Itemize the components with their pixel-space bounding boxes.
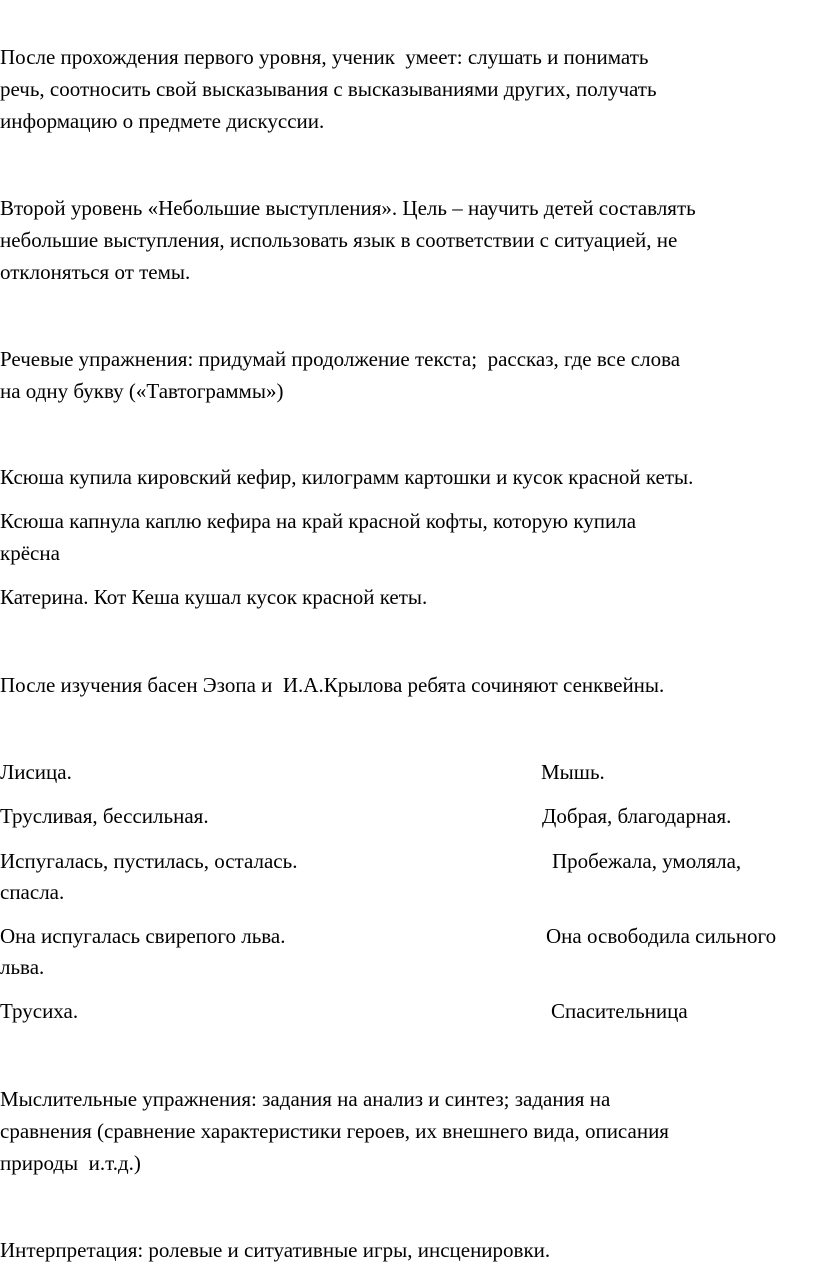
paragraph-2-line-1: Второй уровень «Небольшие выступления». Цель – научить детей составлять [0,196,696,220]
paragraph-2-line-2: небольшие выступления, использовать язык в соответствии с ситуацией, не [0,228,678,252]
paragraph-9: Интерпретация: ролевые и ситуативные игры, инсценировки. [0,1238,551,1262]
tautogram-1: Ксюша купила кировский кефир, килограмм картошки и кусок красной кеты. [0,465,694,489]
cinquain-mouse-title: Мышь. [541,760,605,784]
cinquain-mouse-sentence: Она освободила сильного [546,924,777,948]
cinquain-fox-adjectives: Трусливая, бессильная. [0,804,209,828]
tautogram-3: Катерина. Кот Кеша кушал кусок красной кеты. [0,585,428,609]
paragraph-1-line-3: информацию о предмете дискуссии. [0,109,325,133]
paragraph-8-line-2: сравнения (сравнение характеристики героев, их внешнего вида, описания [0,1119,669,1143]
cinquain-fox-sentence: Она испугалась свирепого льва. [0,924,286,948]
cinquain-mouse-sentence-wrap: льва. [0,955,45,979]
cinquain-fox-summary: Трусиха. [0,999,79,1023]
cinquain-fox-title: Лисица. [0,760,72,784]
cinquain-fox-verbs: Испугалась, пустилась, осталась. [0,849,298,873]
cinquain-intro: После изучения басен Эзопа и И.А.Крылова ребята сочиняют сенквейны. [0,673,665,697]
cinquain-mouse-adjectives: Добрая, благодарная. [542,804,732,828]
paragraph-3-line-2: на одну букву («Тавтограммы») [0,379,284,403]
cinquain-mouse-verbs-wrap: спасла. [0,880,65,904]
paragraph-2-line-3: отклоняться от темы. [0,260,191,284]
paragraph-3-line-1: Речевые упражнения: придумай продолжение текста; рассказ, где все слова [0,347,681,371]
paragraph-1-line-2: речь, соотносить свой высказывания с высказываниями других, получать [0,77,657,101]
tautogram-2-line-1: Ксюша капнула каплю кефира на край красной кофты, которую купила [0,509,637,533]
paragraph-8-line-3: природы и.т.д.) [0,1151,141,1175]
paragraph-8-line-1: Мыслительные упражнения: задания на анализ и синтез; задания на [0,1087,611,1111]
tautogram-2-line-2: крёсна [0,541,60,565]
paragraph-1-line-1: После прохождения первого уровня, ученик умеет: слушать и понимать [0,45,649,69]
cinquain-mouse-summary: Спасительница [551,999,688,1023]
cinquain-mouse-verbs: Пробежала, умоляла, [552,849,742,873]
